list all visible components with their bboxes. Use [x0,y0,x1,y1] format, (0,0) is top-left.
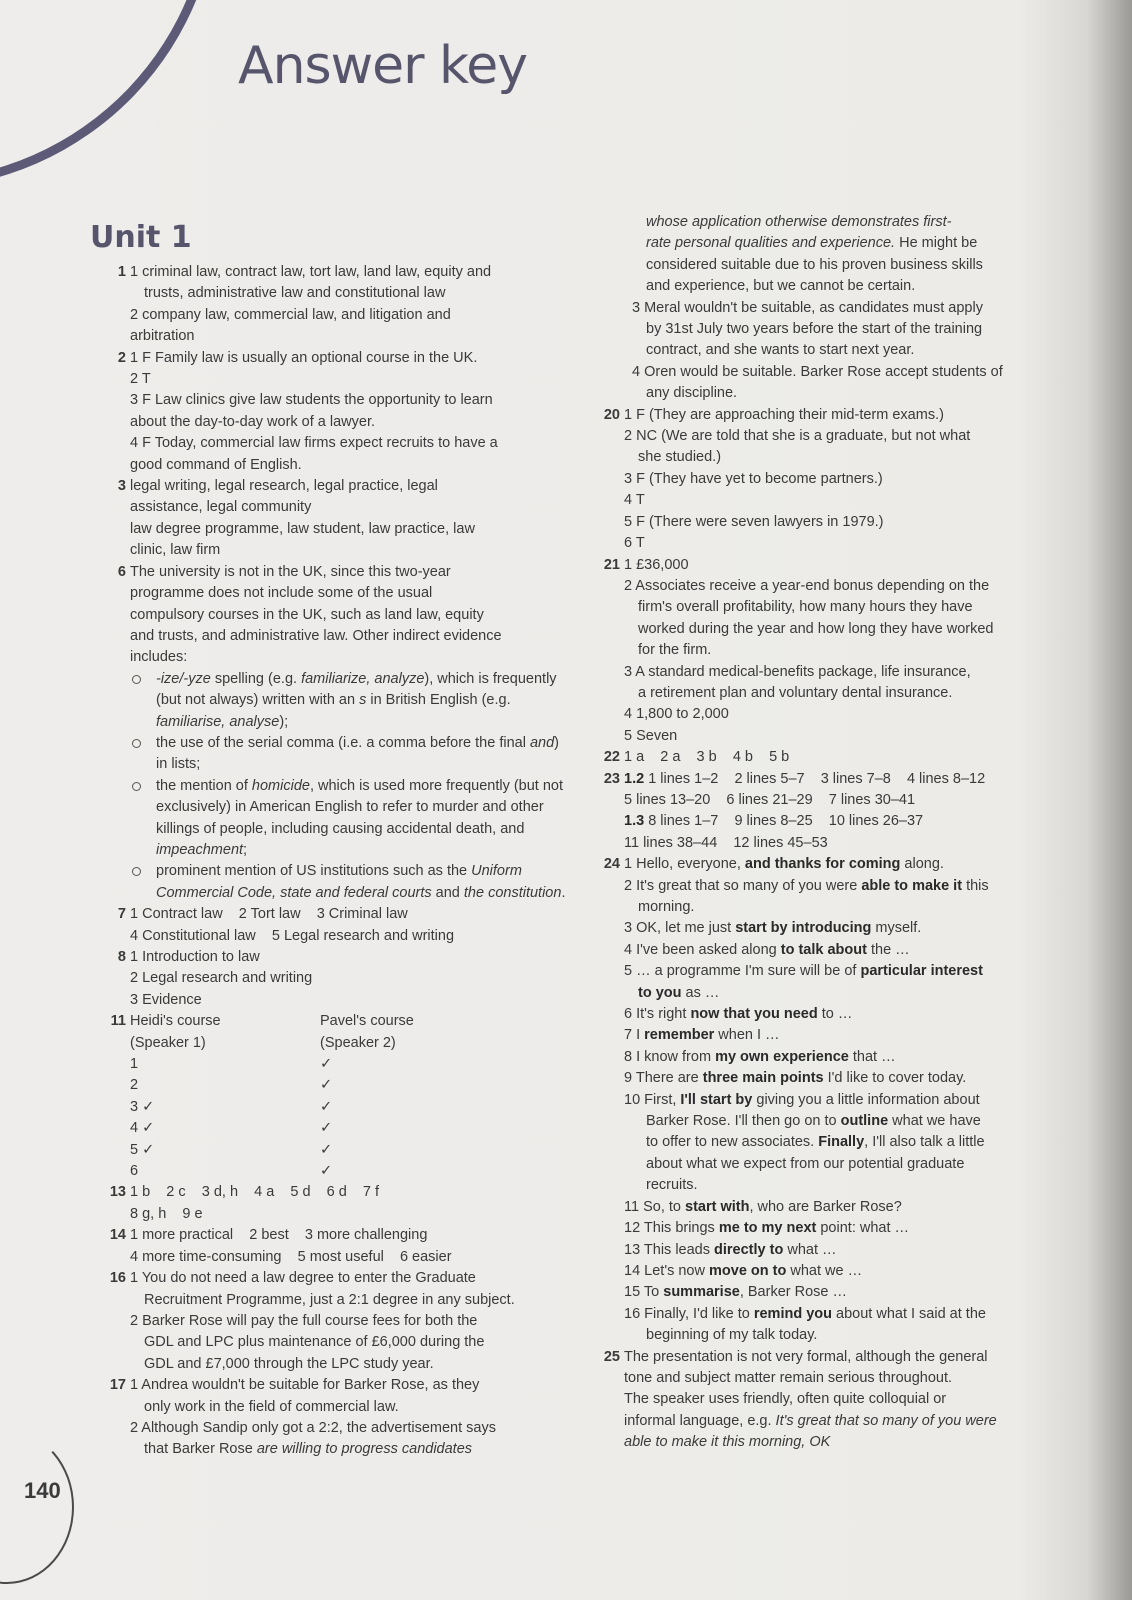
answer-line: 4 I've been asked along to talk about the … [624,941,910,958]
answer-line: 15 To summarise, Barker Rose … [624,1284,847,1301]
answer-23 [596,769,1076,855]
answer-line: to you as … [638,984,720,1001]
answer-14 [102,1225,572,1268]
answer-line: GDL and £7,000 through the LPC study year. [144,1355,434,1372]
answer-6 [102,562,572,905]
answer-line: informal language, e.g. It's great that so many of you were [624,1412,997,1429]
question-number: 16 [109,1270,126,1287]
answer-line: 6 T [624,535,645,552]
answer-line: whose application otherwise demonstrates first- [646,214,952,230]
answer-line: 5 F (There were seven lawyers in 1979.) [624,513,884,530]
answer-2 [102,348,572,476]
answer-line: arbitration [130,328,195,345]
answer-line: any discipline. [646,385,738,402]
answer-line: 1 b 2 c 3 d, h 4 a 5 d 6 d 7 f [130,1184,380,1201]
question-number: 13 [109,1184,126,1201]
answer-line: 3 Meral wouldn't be suitable, as candidates must apply [632,299,983,316]
answer-line: 1 F Family law is usually an optional course in the UK. [130,349,478,366]
list-item: prominent mention of US institutions such as the Uniform Commercial Code, state and federal courts and the constitution. [130,861,572,904]
answer-line: firm's overall profitability, how many hours they have [638,599,973,616]
answer-line: The university is not in the UK, since this two-year [130,563,451,580]
answer-line: 2 company law, commercial law, and litigation and [130,306,451,323]
answer-line: worked during the year and how long they have worked [638,620,994,637]
answer-line: Recruitment Programme, just a 2:1 degree in any subject. [144,1291,515,1308]
table-cell: 5 ✓ [130,1141,155,1158]
answer-line: able to make it this morning, OK [624,1434,831,1451]
question-number: 7 [117,906,126,923]
answer-line: 5 … a programme I'm sure will be of particular interest [624,963,983,980]
answer-line: 2 Barker Rose will pay the full course fees for both the [130,1312,478,1329]
question-number: 1 [117,264,126,280]
evidence-list [130,669,572,904]
answer-line: 11 So, to start with, who are Barker Rose? [624,1198,902,1215]
answer-line: 2 Associates receive a year-end bonus depending on the [624,577,990,594]
answer-line: 7 I remember when I … [624,1027,780,1044]
table-header: Heidi's course [130,1013,221,1030]
answer-16 [102,1268,572,1375]
question-number: 6 [117,563,126,580]
answer-line: morning. [638,899,695,915]
answer-20 [596,405,1076,555]
question-number: 21 [603,556,620,573]
answer-line: 3 A standard medical-benefits package, life insurance, [624,663,971,680]
table-header: (Speaker 2) [320,1034,396,1051]
answer-line: legal writing, legal research, legal practice, legal [130,478,438,495]
answer-line: 1 Hello, everyone, and thanks for coming along. [624,856,944,873]
answer-25 [596,1347,1076,1454]
answer-line: 1 Andrea wouldn't be suitable for Barker Rose, as they [130,1377,480,1394]
answer-line: 1 more practical 2 best 3 more challenging [130,1227,428,1244]
answer-line: rate personal qualities and experience. He might be [646,235,978,252]
answer-21 [596,555,1076,748]
answer-line: 1 F (They are approaching their mid-term exams.) [624,406,944,423]
table-cell: 6 [130,1163,139,1180]
answer-line: contract, and she wants to start next year. [646,342,915,359]
answer-line: Barker Rose. I'll then go on to outline what we have [646,1113,981,1130]
question-number: 25 [603,1348,620,1365]
answer-24 [596,854,1076,1346]
answer-line: 2 It's great that so many of you were able to make it this [624,877,989,894]
answer-line: and experience, but we cannot be certain. [646,278,916,295]
answer-line: that Barker Rose are willing to progress candidates [144,1441,473,1458]
answer-line: 1 Contract law 2 Tort law 3 Criminal law [130,906,408,923]
answer-line: 5 Seven [624,727,678,744]
table-cell: 1 [130,1056,139,1073]
answer-line: 3 F Law clinics give law students the opportunity to learn [130,392,493,409]
question-number: 20 [603,406,620,423]
answer-line: 1.3 8 lines 1–7 9 lines 8–25 10 lines 26–37 [624,813,924,830]
answer-line: a retirement plan and voluntary dental insurance. [638,684,953,701]
question-number: 3 [117,478,126,495]
answer-line: she studied.) [638,449,722,466]
page-number-arc [0,1430,74,1584]
table-cell: ✓ [320,1141,333,1158]
answer-line: tone and subject matter remain serious throughout. [624,1369,953,1386]
answer-line: 2 NC (We are told that she is a graduate, but not what [624,428,971,445]
answer-line: 8 I know from my own experience that … [624,1048,896,1065]
answer-line: 4 Constitutional law 5 Legal research and writing [130,927,455,944]
answer-line: good command of English. [130,456,302,473]
answer-line: 10 First, I'll start by giving you a little information about [624,1091,980,1108]
answer-line: about the day-to-day work of a lawyer. [130,413,376,430]
table-cell: 4 ✓ [130,1120,155,1137]
unit-heading: Unit 1 [90,220,192,255]
answer-line: to offer to new associates. Finally, I'll also talk a little [646,1134,985,1151]
answer-line: GDL and LPC plus maintenance of £6,000 during the [144,1334,485,1351]
list-item: the use of the serial comma (i.e. a comma before the final and) in lists; [130,733,572,776]
question-number: 23 [603,770,620,787]
answer-line: 4 1,800 to 2,000 [624,706,729,723]
answer-line: 1 Introduction to law [130,949,260,965]
answer-line: 1 £36,000 [624,556,689,573]
answer-line: 2 T [130,371,151,388]
answer-line: 3 F (They have yet to become partners.) [624,470,883,487]
answer-line: 1 criminal law, contract law, tort law, land law, equity and [130,264,492,280]
answer-7 [102,904,572,947]
answer-line: recruits. [646,1177,698,1194]
answer-line: and trusts, and administrative law. Other indirect evidence [130,627,502,644]
answer-line: by 31st July two years before the start of the training [646,321,983,338]
course-table [130,1011,572,1182]
decorative-arc [0,0,267,237]
answer-line: for the firm. [638,642,712,659]
answer-17 [102,1375,572,1461]
answer-line: 4 more time-consuming 5 most useful 6 easier [130,1248,452,1265]
table-cell: ✓ [320,1098,333,1115]
answer-line: 1 a 2 a 3 b 4 b 5 b [624,749,790,766]
answer-line: 12 This brings me to my next point: what … [624,1220,910,1237]
question-number: 8 [117,949,126,965]
answer-line: 16 Finally, I'd like to remind you about what I said at the [624,1305,986,1322]
answer-line: 2 Although Sandip only got a 2:2, the advertisement says [130,1419,496,1436]
answer-line: 4 F Today, commercial law firms expect recruits to have a [130,435,498,452]
answer-line: 1 You do not need a law degree to enter the Graduate [130,1270,476,1287]
answer-line: 14 Let's now move on to what we … [624,1262,863,1279]
answer-line: 2 Legal research and writing [130,970,313,987]
question-number: 11 [110,1013,126,1030]
answer-line: law degree programme, law student, law practice, law [130,520,475,537]
answer-line: about what we expect from our potential graduate [646,1155,965,1172]
answer-line: only work in the field of commercial law. [144,1398,399,1415]
question-number: 17 [109,1377,126,1394]
answer-line: 6 It's right now that you need to … [624,1006,853,1023]
question-number: 2 [117,349,126,366]
answer-line: trusts, administrative law and constitutional law [144,285,446,302]
answer-line: 3 OK, let me just start by introducing myself. [624,920,922,937]
answer-line: 1.2 1 lines 1–2 2 lines 5–7 3 lines 7–8 4 lines 8–12 [624,770,986,787]
answer-line: assistance, legal community [130,499,312,516]
answer-line: 13 This leads directly to what … [624,1241,837,1258]
right-column [596,212,1076,1454]
list-item: -ize/-yze spelling (e.g. familiarize, analyze), which is frequently (but not always) written with an s in British English (e.g. familiarise, analyse); [130,669,572,733]
table-header: Pavel's course [320,1013,414,1030]
table-cell: 2 [130,1077,139,1094]
answer-11 [102,1011,572,1182]
answer-line: 9 There are three main points I'd like to cover today. [624,1070,967,1087]
answer-22 [596,747,1076,768]
answer-line: The presentation is not very formal, although the general [624,1348,988,1365]
answer-17-continued [596,212,1076,405]
answer-line: considered suitable due to his proven business skills [646,256,983,273]
answer-line: 8 g, h 9 e [130,1205,203,1222]
question-number: 22 [603,749,620,766]
question-number: 14 [109,1227,126,1244]
question-number: 24 [603,856,620,873]
list-item: the mention of homicide, which is used more frequently (but not exclusively) in American English to refer to murder and other killings of people, including causing accidental death, and impeachment; [130,776,572,862]
answer-line: The speaker uses friendly, often quite colloquial or [624,1391,947,1408]
answer-line: 5 lines 13–20 6 lines 21–29 7 lines 30–41 [624,791,916,808]
answer-13 [102,1182,572,1225]
answer-line: compulsory courses in the UK, such as land law, equity [130,606,484,623]
table-header: (Speaker 1) [130,1034,206,1051]
table-cell: 3 ✓ [130,1098,155,1115]
answer-line: clinic, law firm [130,542,221,559]
answer-1 [102,262,572,348]
answer-line: 3 Evidence [130,991,202,1008]
answer-line: programme does not include some of the usual [130,585,433,602]
answer-line: beginning of my talk today. [646,1327,818,1344]
answer-8 [102,947,572,1011]
table-cell: ✓ [320,1056,333,1073]
answer-3 [102,476,572,562]
answer-line: includes: [130,649,188,666]
page-title: Answer key [238,36,528,96]
table-cell: ✓ [320,1120,333,1137]
left-column [102,262,572,1461]
answer-line: 4 T [624,492,645,509]
table-cell: ✓ [320,1163,333,1180]
page-number: 140 [24,1478,61,1503]
answer-line: 11 lines 38–44 12 lines 45–53 [624,834,828,851]
table-cell: ✓ [320,1077,333,1094]
answer-line: 4 Oren would be suitable. Barker Rose accept students of [632,363,1003,380]
